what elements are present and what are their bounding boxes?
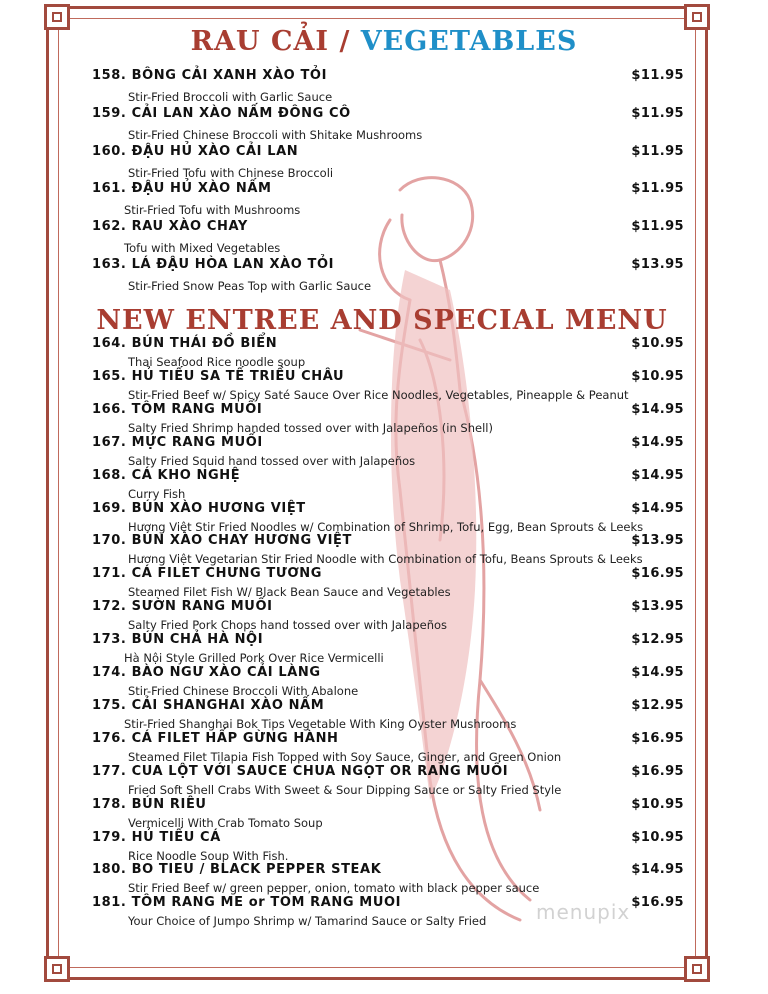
menu-item-title: TÔM RANG ME or TOM RANG MUOI: [131, 895, 402, 911]
menu-item-name: [92, 501, 306, 516]
menu-item-description: Steamed Filet Tilapia Fish Topped with Soy Sauce, Ginger, and Green Onion: [128, 749, 562, 764]
menu-item-price: $14.95: [631, 401, 684, 417]
menu-item-description: Thai Seafood Rice noodle soup: [128, 355, 306, 369]
menu-item-description: Curry Fish: [128, 486, 186, 501]
menu-item-title: CÁ FILET CHƯNG TƯƠNG: [131, 566, 323, 582]
menu-item-number: 166.: [92, 401, 127, 417]
menu-item-title: CẢI LAN XÀO NẤM ĐÔNG CÔ: [131, 105, 351, 121]
menu-item-title: ĐẬU HỦ XÀO CẢI LAN: [131, 143, 299, 159]
menu-item-description: Your Choice of Jumpo Shrimp w/ Tamarind Sauce or Salty Fried: [128, 914, 487, 929]
menu-item-title: RAU XÀO CHAY: [131, 219, 248, 235]
menu-item-name: [92, 369, 344, 384]
menu-item-price: $12.95: [631, 697, 684, 713]
menu-item-title: SƯỜN RANG MUỐI: [131, 599, 273, 615]
menu-item-number: 169.: [92, 500, 127, 516]
menu-item-title: BÚN CHẢ HÀ NỘI: [131, 632, 264, 648]
menu-item-number: 159.: [92, 105, 127, 121]
menu-item-number: 171.: [92, 566, 127, 582]
menu-item-name: [92, 144, 298, 159]
menu-item-price: $14.95: [631, 467, 684, 483]
menu-item-number: 180.: [92, 862, 127, 878]
menu-item-name: [92, 533, 352, 548]
menu-item-price: $14.95: [631, 665, 684, 680]
menu-item-number: 168.: [92, 467, 127, 483]
menu-item-number: 158.: [92, 68, 127, 83]
menu-item-price: $11.95: [631, 181, 684, 197]
menu-item-title: LÁ ĐẬU HÒA LAN XÀO TỎI: [131, 257, 335, 272]
menu-item-number: 174.: [92, 665, 127, 680]
menu-item-price: $10.95: [631, 336, 684, 351]
menu-item-title: BÚN RIÊU: [131, 796, 207, 812]
menu-item-title: BO TIEU / BLACK PEPPER STEAK: [131, 862, 382, 878]
menu-item-description: Steamed Filet Fish W/ Black Bean Sauce and Vegetables: [128, 585, 451, 600]
menu-item-title: ĐẬU HỦ XÀO NẤM: [131, 181, 272, 197]
menu-item-description: Salty Fried Pork Chops hand tossed over with Jalapeños: [128, 618, 448, 633]
menu-item-number: 161.: [92, 181, 127, 197]
menu-item-number: 170.: [92, 533, 127, 549]
menu-item-price: $11.95: [631, 143, 684, 159]
menu-item-number: 165.: [92, 368, 127, 384]
menu-item-description: Stir Fried Beef w/ green pepper, onion, tomato with black pepper sauce: [128, 881, 540, 896]
menu-item-price: $10.95: [631, 368, 684, 384]
menu-item-name: [92, 895, 401, 910]
menu-item-title: TÔM RANG MUỐI: [131, 401, 263, 417]
menu-item-description: Stir-Fried Beef w/ Spicy Saté Sauce Over Rice Noodles, Vegetables, Pineapple & Peanut: [128, 387, 629, 402]
menu-item-name: [92, 566, 322, 581]
vegetables-heading: [0, 26, 768, 57]
menu-item-price: $11.95: [631, 68, 684, 83]
menu-item-description: Hà Nội Style Grilled Pork Over Rice Vermicelli: [124, 651, 384, 666]
menu-item-price: $16.95: [631, 730, 684, 746]
vegetables-heading-en: VEGETABLES: [360, 26, 578, 57]
menu-item-name: [92, 219, 248, 234]
menu-item-description: Stir-Fried Broccoli with Garlic Sauce: [128, 90, 333, 104]
menu-item-name: [92, 764, 508, 779]
menu-item-name: [92, 862, 381, 877]
menu-item-number: 177.: [92, 763, 127, 779]
menu-item-title: CÁ KHO NGHỆ: [131, 467, 241, 483]
menu-item-price: $13.95: [631, 599, 684, 615]
menu-item-description: Stir-Fried Shanghai Bok Tips Vegetable With King Oyster Mushrooms: [124, 716, 517, 731]
menu-item-title: MỰC RANG MUỐI: [131, 434, 263, 450]
menu-item-number: 172.: [92, 599, 127, 615]
special-menu-heading: NEW ENTREE AND SPECIAL MENU: [96, 305, 668, 336]
menu-item-title: BÚN XÀO HƯƠNG VIỆT: [131, 500, 306, 516]
menu-item-name: [92, 599, 273, 614]
menu-item-name: [92, 731, 339, 746]
menu-item-description: Rice Noodle Soup With Fish.: [128, 848, 289, 863]
corner-ornament: [684, 956, 710, 982]
menu-item-price: $14.95: [631, 434, 684, 450]
menu-item-name: [92, 797, 207, 812]
menu-item-description: Hương Việt Stir Fried Noodles w/ Combination of Shrimp, Tofu, Egg, Bean Sprouts & Leeks: [128, 519, 644, 534]
menu-item-description: Tofu with Mixed Vegetables: [124, 241, 281, 256]
menu-item-name: [92, 336, 277, 351]
menu-item-number: 173.: [92, 632, 127, 648]
menu-item-price: $16.95: [631, 895, 684, 911]
menu-item-title: BÔNG CẢI XANH XÀO TỎI: [131, 68, 328, 83]
menu-item-name: [92, 181, 272, 196]
menu-item-name: [92, 665, 321, 680]
menu-item-title: BÚN THÁI ĐỒ BIỂN: [131, 336, 278, 351]
menu-item-number: 176.: [92, 730, 127, 746]
menu-item-description: Stir-Fried Chinese Broccoli With Abalone: [128, 684, 359, 698]
menu-item-price: $13.95: [631, 257, 684, 272]
menu-item-price: $14.95: [631, 862, 684, 878]
watermark: menupix: [536, 900, 631, 924]
menu-item-description: Stir-Fried Snow Peas Top with Garlic Sauce: [128, 279, 372, 293]
menu-item-number: 163.: [92, 257, 127, 272]
menu-item-description: Salty Fried Squid hand tossed over with Jalapeños: [128, 453, 416, 468]
menu-item-description: Salty Fried Shrimp handed tossed over with Jalapeños (in Shell): [128, 420, 493, 435]
menu-item-name: [92, 435, 263, 450]
menu-item-number: 164.: [92, 336, 127, 351]
menu-item-name: [92, 632, 263, 647]
menu-item-price: $12.95: [631, 632, 684, 648]
menu-item-description: Hương Việt Vegetarian Stir Fried Noodle with Combination of Tofu, Beans Sprouts & Leeks: [128, 552, 643, 567]
menu-item-description: Stir-Fried Chinese Broccoli with Shitake Mushrooms: [128, 127, 423, 142]
menu-item-title: CẢI SHANGHAI XÀO NẤM: [131, 697, 325, 713]
menu-item-name: [92, 106, 351, 121]
menu-item-name: [92, 402, 262, 417]
menu-item-description: Stir-Fried Tofu with Mushrooms: [124, 203, 301, 218]
menu-item-price: $10.95: [631, 796, 684, 812]
menu-item-price: $16.95: [631, 566, 684, 582]
menu-item-price: $14.95: [631, 500, 684, 516]
menu-item-title: BÚN XÀO CHAY HƯƠNG VIỆT: [131, 533, 352, 549]
menu-item-description: Fried Soft Shell Crabs With Sweet & Sour Dipping Sauce or Salty Fried Style: [128, 782, 562, 797]
menu-item-number: 181.: [92, 895, 127, 911]
menu-item-title: CÁ FILET HẤP GỪNG HÀNH: [131, 730, 339, 746]
menu-item-price: $16.95: [631, 763, 684, 779]
menu-item-price: $11.95: [631, 105, 684, 121]
menu-item-name: [92, 830, 221, 845]
menu-item-name: [92, 68, 327, 83]
menu-item-number: 162.: [92, 219, 127, 235]
menu-item-price: $13.95: [631, 533, 684, 549]
menu-item-title: HỦ TIẾU SA TẾ TRIỀU CHÂU: [131, 368, 345, 384]
menu-item-number: 178.: [92, 796, 127, 812]
menu-item-description: Vermicelli With Crab Tomato Soup: [128, 815, 323, 830]
menu-item-name: [92, 257, 334, 272]
menu-item-title: BÀO NGƯ XÀO CẢI LÀNG: [131, 665, 321, 680]
menu-item-name: [92, 468, 240, 483]
menu-item-title: HỦ TIẾU CÁ: [131, 829, 221, 845]
menu-item-price: $10.95: [631, 829, 684, 845]
menu-item-description: Stir-Fried Tofu with Chinese Broccoli: [128, 165, 334, 180]
menu-item-price: $11.95: [631, 219, 684, 235]
menu-item-number: 179.: [92, 829, 127, 845]
menu-item-number: 175.: [92, 697, 127, 713]
vegetables-heading-vn: RAU CẢI /: [190, 26, 351, 57]
menu-item-name: [92, 698, 324, 713]
menu-item-title: CUA LỘT VỚI SAUCE CHUA NGỌT OR RANG MUỐI: [131, 763, 509, 779]
menu-item-number: 167.: [92, 434, 127, 450]
corner-ornament: [44, 956, 70, 982]
menu-item-number: 160.: [92, 143, 127, 159]
